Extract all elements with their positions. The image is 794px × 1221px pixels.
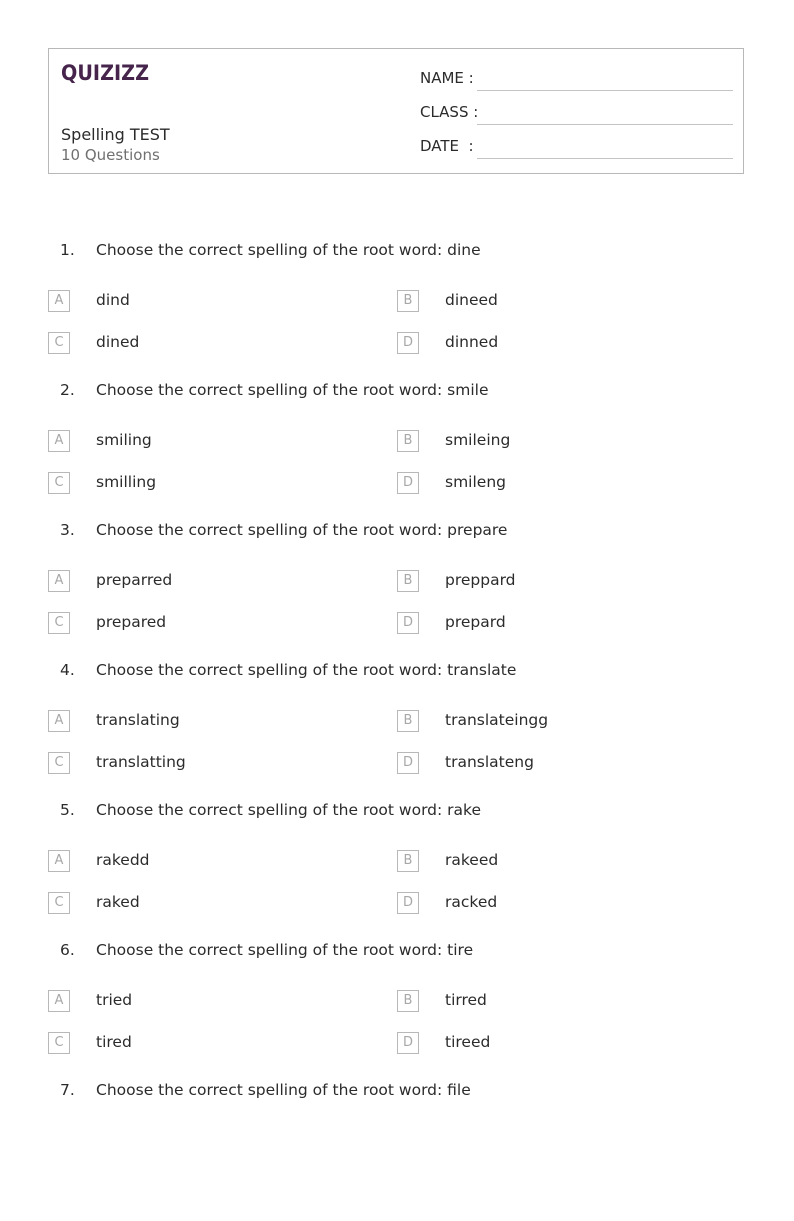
question-text: Choose the correct spelling of the root word: smile xyxy=(96,381,489,399)
question-number: 6. xyxy=(60,941,75,959)
date-field[interactable] xyxy=(477,158,733,159)
option-letter-box[interactable]: D xyxy=(397,752,419,774)
option-letter-box[interactable]: A xyxy=(48,710,70,732)
option-letter-box[interactable]: C xyxy=(48,752,70,774)
option-text: tired xyxy=(96,1033,132,1051)
option-text: translating xyxy=(96,711,180,729)
option-letter-box[interactable]: A xyxy=(48,570,70,592)
option-text: translateng xyxy=(445,753,534,771)
option-text: raked xyxy=(96,893,140,911)
question-number: 4. xyxy=(60,661,75,679)
question-item xyxy=(0,1081,794,1221)
question-number: 2. xyxy=(60,381,75,399)
option-text: racked xyxy=(445,893,498,911)
option-letter-box[interactable]: C xyxy=(48,1032,70,1054)
class-field[interactable] xyxy=(477,124,733,125)
option-text: dind xyxy=(96,291,130,309)
option-letter-box[interactable]: C xyxy=(48,332,70,354)
option-letter-box[interactable]: A xyxy=(48,430,70,452)
option-text: translateingg xyxy=(445,711,549,729)
option-text: tirred xyxy=(445,991,487,1009)
option-text: tireed xyxy=(445,1033,491,1051)
option-letter-box[interactable]: B xyxy=(397,710,419,732)
option-text: tried xyxy=(96,991,133,1009)
worksheet-header xyxy=(48,48,744,174)
question-number: 5. xyxy=(60,801,75,819)
question-text: Choose the correct spelling of the root word: translate xyxy=(96,661,517,679)
question-item xyxy=(0,241,794,381)
question-count: 10 Questions xyxy=(61,146,160,164)
date-label: DATE : xyxy=(420,137,474,155)
question-text: Choose the correct spelling of the root word: tire xyxy=(96,941,474,959)
option-letter-box[interactable]: D xyxy=(397,472,419,494)
question-item xyxy=(0,941,794,1081)
option-letter-box[interactable]: D xyxy=(397,612,419,634)
option-letter-box[interactable]: B xyxy=(397,850,419,872)
question-text: Choose the correct spelling of the root word: prepare xyxy=(96,521,508,539)
option-text: dineed xyxy=(445,291,498,309)
option-letter-box[interactable]: B xyxy=(397,990,419,1012)
option-letter-box[interactable]: A xyxy=(48,290,70,312)
question-text: Choose the correct spelling of the root word: dine xyxy=(96,241,481,259)
question-text: Choose the correct spelling of the root word: rake xyxy=(96,801,481,819)
option-letter-box[interactable]: B xyxy=(397,430,419,452)
option-letter-box[interactable]: A xyxy=(48,990,70,1012)
option-text: dinned xyxy=(445,333,499,351)
option-letter-box[interactable]: C xyxy=(48,892,70,914)
class-label: CLASS : xyxy=(420,103,479,121)
option-text: smilling xyxy=(96,473,157,491)
option-text: rakeed xyxy=(445,851,499,869)
logo-text: QUIZIZZ xyxy=(61,61,149,85)
option-text: smileng xyxy=(445,473,506,491)
option-letter-box[interactable]: B xyxy=(397,570,419,592)
name-field[interactable] xyxy=(477,90,733,91)
option-text: smileing xyxy=(445,431,511,449)
question-text: Choose the correct spelling of the root word: file xyxy=(96,1081,471,1099)
option-text: dined xyxy=(96,333,140,351)
question-number: 3. xyxy=(60,521,75,539)
option-letter-box[interactable]: B xyxy=(397,290,419,312)
option-letter-box[interactable]: D xyxy=(397,332,419,354)
quizizz-logo xyxy=(61,59,161,85)
option-letter-box[interactable]: C xyxy=(48,472,70,494)
option-text: translatting xyxy=(96,753,186,771)
option-text: rakedd xyxy=(96,851,150,869)
option-letter-box[interactable]: D xyxy=(397,892,419,914)
option-text: smiling xyxy=(96,431,152,449)
option-text: preparred xyxy=(96,571,173,589)
question-item xyxy=(0,661,794,801)
option-text: prepared xyxy=(96,613,167,631)
option-letter-box[interactable]: C xyxy=(48,612,70,634)
name-label: NAME : xyxy=(420,69,474,87)
option-text: prepard xyxy=(445,613,506,631)
question-number: 1. xyxy=(60,241,75,259)
option-text: preppard xyxy=(445,571,516,589)
question-item xyxy=(0,381,794,521)
question-item xyxy=(0,801,794,941)
question-number: 7. xyxy=(60,1081,75,1099)
question-item xyxy=(0,521,794,661)
quiz-title: Spelling TEST xyxy=(61,125,170,144)
option-letter-box[interactable]: A xyxy=(48,850,70,872)
option-letter-box[interactable]: D xyxy=(397,1032,419,1054)
